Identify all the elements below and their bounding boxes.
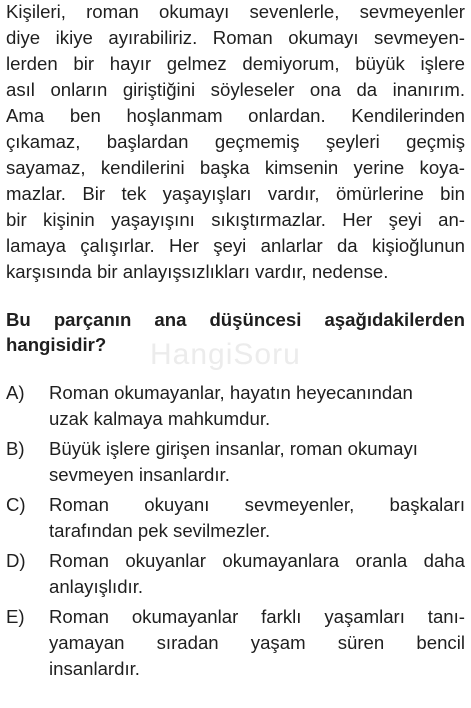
passage-line: mazlar. Bir tek yaşayışları vardır, ömürlerine bin [6,183,465,204]
option-text-line: uzak kalmaya mahkumdur. [49,408,271,429]
passage-line: sayamaz, kendilerini başka kimsenin yerine koya- [6,157,465,178]
option-text-line: Roman okumayanlar, hayatın heyecanından [49,382,413,403]
question-line: hangisidir? [6,334,107,355]
option-text-line: Roman okumayanlar farklı yaşamları tanı- [49,606,465,627]
option-text-line: sevmeyen insanlardır. [49,464,230,485]
question-line: Bu parçanın ana düşüncesi aşağıdakilerden [6,309,465,330]
passage-line: Kişileri, roman okumayı sevenlerle, sevmeyenler [6,1,465,22]
option-letter: C) [6,494,26,515]
watermark: HangiSoru [150,338,301,371]
option-text-line: Roman okuyanı sevmeyenler, başkaları [49,494,465,515]
option-letter: E) [6,606,25,627]
passage-line: karşısında bir anlayışsızlıkları vardır, nedense. [6,261,389,282]
option-text-line: anlayışlıdır. [49,576,144,597]
passage-line: çıkamaz, başlardan geçmemiş şeyleri geçmiş [6,131,465,152]
option-text-line: Büyük işlere girişen insanlar, roman okumayı [49,438,418,459]
option-text-line: yamayan sıradan yaşam süren bencil [49,632,465,653]
option-text-line: tarafından pek sevilmezler. [49,520,271,541]
passage-line: lamaya çalışırlar. Her şeyi anlarlar da kişioğlunun [6,235,465,256]
option-letter: D) [6,550,26,571]
passage-line: lerden bir hayır gelmez demiyorum, büyük işlere [6,53,465,74]
passage-line: diye ikiye ayırabiliriz. Roman okumayı sevmeyen- [6,27,465,48]
option-letter: A) [6,382,25,403]
option-text-line: Roman okuyanlar okumayanlara oranla daha [49,550,465,571]
passage-line: asıl onların giriştiğini söyleseler ona da inanırım. [6,79,465,100]
option-letter: B) [6,438,25,459]
passage-line: bir kişinin yaşayışını sıkıştırmazlar. Her şeyi an- [6,209,465,230]
option-text-line: insanlardır. [49,658,140,679]
passage-line: Ama ben hoşlanmam onlardan. Kendilerinden [6,105,465,126]
